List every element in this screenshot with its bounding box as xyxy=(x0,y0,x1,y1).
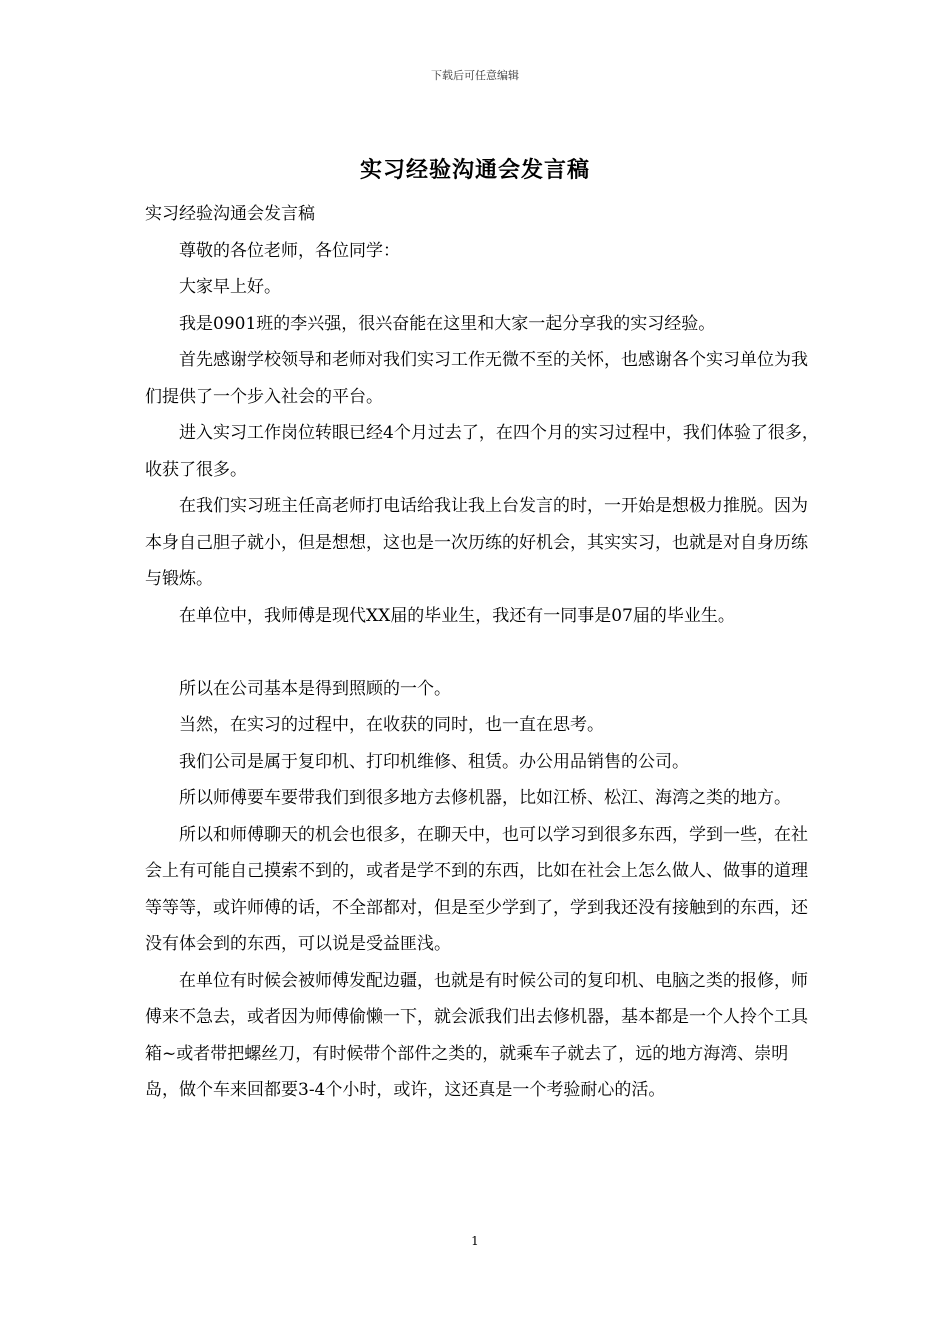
paragraph: 在单位有时候会被师傅发配边疆，也就是有时候公司的复印机、电脑之类的报修，师傅来不急去，或者因为师傅偷懒一下，就会派我们出去修机器，基本都是一个人拎个工具箱~或者带把螺丝刀，有时候带个部件之类的，就乘车子就去了，远的地方海湾、崇明岛，做个车来回都要3-4个小时，或许，这还真是一个考验耐心的活。 xyxy=(145,970,808,1100)
paragraph: 在单位中，我师傅是现代XX届的毕业生，我还有一同事是07届的毕业生。 xyxy=(179,605,735,626)
paragraph: 我们公司是属于复印机、打印机维修、租赁。办公用品销售的公司。 xyxy=(179,751,689,772)
paragraph: 在我们实习班主任高老师打电话给我让我上台发言的时，一开始是想极力推脱。因为本身自己胆子就小，但是想想，这也是一次历练的好机会，其实实习，也就是对自身历练与锻炼。 xyxy=(145,496,808,589)
paragraph: 大家早上好。 xyxy=(179,277,281,297)
paragraph-subtitle: 实习经验沟通会发言稿 xyxy=(145,204,315,224)
paragraph: 当然，在实习的过程中，在收获的同时，也一直在思考。 xyxy=(179,715,604,735)
document-body xyxy=(145,196,820,1109)
paragraph: 所以在公司基本是得到照顾的一个。 xyxy=(179,678,451,699)
paragraph: 所以和师傅聊天的机会也很多，在聊天中，也可以学习到很多东西，学到一些，在社会上有可能自己摸索不到的，或者是学不到的东西，比如在社会上怎么做人、做事的道理等等等，或许师傅的话，不全部都对，但是至少学到了，学到我还没有接触到的东西，还没有体会到的东西，可以说是受益匪浅。 xyxy=(145,824,808,954)
paragraph: 所以师傅要车要带我们到很多地方去修机器，比如江桥、松江、海湾之类的地方。 xyxy=(179,788,791,808)
page-number: 1 xyxy=(471,1234,479,1248)
document-title: 实习经验沟通会发言稿 xyxy=(359,157,590,183)
paragraph: 进入实习工作岗位转眼已经4个月过去了，在四个月的实习过程中，我们体验了很多，收获了很多。 xyxy=(145,423,819,480)
paragraph: 我是0901班的李兴强，很兴奋能在这里和大家一起分享我的实习经验。 xyxy=(179,313,716,334)
paragraph-greeting: 尊敬的各位老师，各位同学： xyxy=(179,240,400,261)
paragraph: 首先感谢学校领导和老师对我们实习工作无微不至的关怀，也感谢各个实习单位为我们提供了一个步入社会的平台。 xyxy=(145,350,808,407)
page-header: 下载后可任意编辑 xyxy=(431,69,519,82)
